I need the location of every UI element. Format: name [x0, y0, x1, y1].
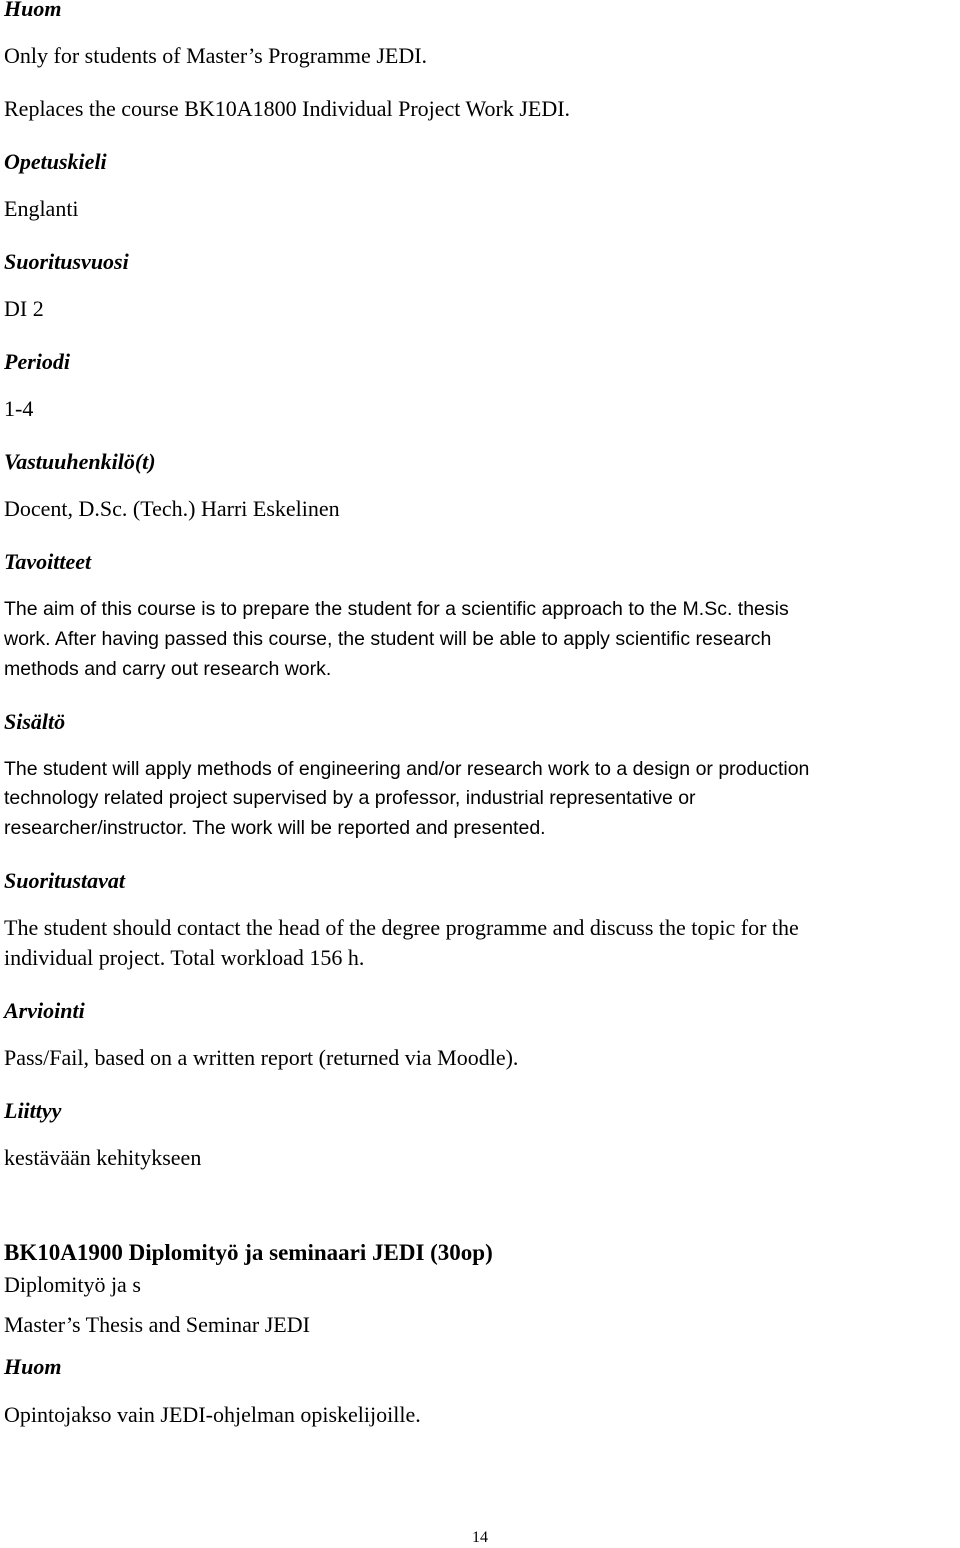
next-course-title: BK10A1900 Diplomityö ja seminaari JEDI (30op) — [4, 1240, 493, 1265]
vastuuhenkilo-text: Docent, D.Sc. (Tech.) Harri Eskelinen — [4, 496, 340, 521]
opetuskieli-heading: Opetuskieli — [4, 149, 107, 174]
sisalto-line-3: researcher/instructor. The work will be reported and presented. — [4, 817, 546, 839]
tavoitteet-line-3: methods and carry out research work. — [4, 658, 332, 680]
tavoitteet-line-1: The aim of this course is to prepare the student for a scientific approach to the M.Sc. thesis — [4, 598, 789, 620]
periodi-text: 1-4 — [4, 396, 34, 421]
next-course-english: Master’s Thesis and Seminar JEDI — [4, 1312, 310, 1337]
replaces-text: Replaces the course BK10A1800 Individual Project Work JEDI. — [4, 96, 571, 121]
sisalto-heading: Sisältö — [4, 709, 66, 734]
sisalto-line-2: technology related project supervised by a professor, industrial representative or — [4, 787, 696, 809]
suoritustavat-heading: Suoritustavat — [4, 868, 126, 893]
page-number: 14 — [472, 1529, 488, 1546]
suoritustavat-line-1: The student should contact the head of the degree programme and discuss the topic for the — [4, 915, 799, 940]
huom-heading-2: Huom — [4, 1354, 62, 1379]
suoritustavat-line-2: individual project. Total workload 156 h. — [4, 945, 365, 970]
huom-heading: Huom — [4, 0, 62, 21]
tavoitteet-line-2: work. After having passed this course, the student will be able to apply scientific research — [4, 628, 772, 650]
tavoitteet-heading: Tavoitteet — [4, 549, 92, 574]
periodi-heading: Periodi — [4, 349, 70, 374]
suoritusvuosi-heading: Suoritusvuosi — [4, 249, 129, 274]
opetuskieli-text: Englanti — [4, 196, 79, 221]
liittyy-heading: Liittyy — [4, 1098, 62, 1123]
huom-text-2: Opintojakso vain JEDI-ohjelman opiskelijoille. — [4, 1402, 421, 1427]
suoritusvuosi-text: DI 2 — [4, 296, 44, 321]
huom-text: Only for students of Master’s Programme JEDI. — [4, 43, 428, 68]
sisalto-line-1: The student will apply methods of engineering and/or research work to a design or production — [4, 758, 810, 780]
arviointi-heading: Arviointi — [4, 998, 85, 1023]
arviointi-text: Pass/Fail, based on a written report (returned via Moodle). — [4, 1045, 519, 1070]
vastuuhenkilo-heading: Vastuuhenkilö(t) — [4, 449, 156, 474]
liittyy-text: kestävään kehitykseen — [4, 1145, 202, 1170]
next-course-subtitle: Diplomityö ja s — [4, 1272, 141, 1297]
